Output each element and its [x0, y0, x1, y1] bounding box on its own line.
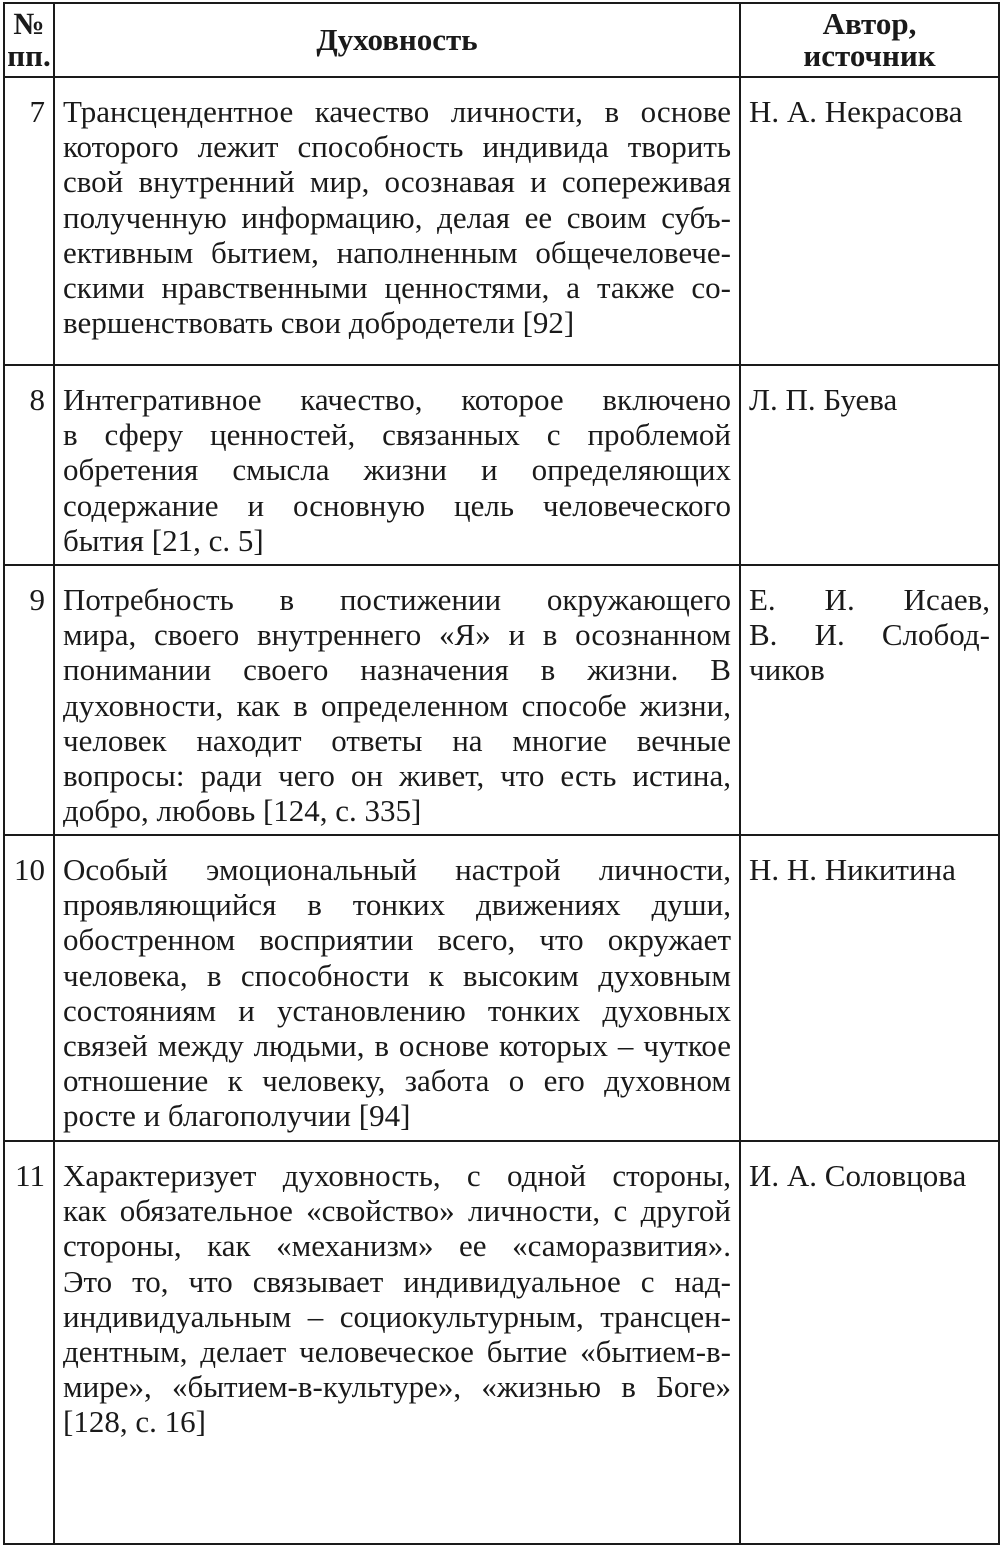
- table-row: [4, 565, 999, 835]
- author-line: Л. П. Буева: [749, 382, 898, 417]
- definition-line: Трансцендентное качество личности, в основе: [63, 94, 731, 129]
- definition-line: Интегративное качество, которое включено: [63, 382, 731, 417]
- author-line: И. А. Соловцова: [749, 1158, 967, 1193]
- definition-line: индивидуальным – социокультурным, трансцен-: [63, 1298, 731, 1334]
- definition-line: добро, любовь [124, с. 335]: [63, 793, 422, 829]
- header-author: [740, 3, 999, 77]
- row-number: 8: [4, 365, 54, 565]
- definition-line: обостренном восприятии всего, что окружает: [63, 922, 731, 958]
- row-definition: [54, 365, 740, 565]
- header-definition: Духовность: [54, 3, 740, 77]
- definition-line: мира, своего внутреннего «Я» и в осознанном: [63, 617, 731, 653]
- row-author: [740, 565, 999, 835]
- row-author: [740, 835, 999, 1141]
- definition-line: Потребность в постижении окружающего: [63, 582, 731, 617]
- definition-line: связей между людьми, в основе которых – чуткое: [63, 1028, 731, 1064]
- definition-line: полученную информацию, делая ее своим субъ-: [63, 199, 731, 235]
- header-number-line1: №: [13, 6, 45, 41]
- definition-line: состояниям и установлению тонких духовных: [63, 992, 731, 1028]
- row-definition: [54, 565, 740, 835]
- definition-line: понимании своего назначения в жизни. В: [63, 652, 731, 688]
- definition-line: вершенствовать свои добродетели [92]: [63, 305, 575, 341]
- row-definition: [54, 77, 740, 365]
- definition-line: мире», «бытием-в-культуре», «жизнью в Боге»: [63, 1369, 731, 1405]
- definition-line: в сферу ценностей, связанных с проблемой: [63, 417, 731, 453]
- definition-line: Это то, что связывает индивидуальное с над-: [63, 1263, 731, 1299]
- definition-line: Характеризует духовность, с одной стороны,: [63, 1158, 731, 1193]
- definition-line: скими нравственными ценностями, а также со-: [63, 270, 731, 306]
- author-line: Н. А. Некрасова: [749, 94, 963, 129]
- definition-line: которого лежит способность индивида творить: [63, 129, 731, 165]
- row-definition: [54, 1141, 740, 1544]
- author-line: чиков: [749, 652, 825, 688]
- row-number: 7: [4, 77, 54, 365]
- definition-line: духовности, как в определенном способе жизни,: [63, 687, 731, 723]
- header-author-line2: источник: [803, 38, 936, 73]
- header-row: [4, 3, 999, 77]
- table-row: [4, 1141, 999, 1544]
- definition-line: содержание и основную цель человеческого: [63, 487, 731, 523]
- author-line: Е. И. Исаев,: [749, 582, 990, 617]
- header-number-line2: пп.: [7, 38, 51, 73]
- table-row: [4, 365, 999, 565]
- definition-line: [128, с. 16]: [63, 1404, 206, 1440]
- header-author-line1: Автор,: [822, 6, 917, 41]
- definition-line: человек находит ответы на многие вечные: [63, 722, 731, 758]
- definition-line: вопросы: ради чего он живет, что есть истина,: [63, 758, 731, 794]
- row-number: 9: [4, 565, 54, 835]
- row-author: [740, 365, 999, 565]
- definition-line: свой внутренний мир, осознавая и сопереживая: [63, 164, 731, 200]
- row-author: [740, 77, 999, 365]
- table-row: [4, 77, 999, 365]
- author-line: Н. Н. Никитина: [749, 852, 956, 887]
- definition-line: человека, в способности к высоким духовным: [63, 957, 731, 993]
- row-definition: [54, 835, 740, 1141]
- definition-line: отношение к человеку, забота о его духовном: [63, 1063, 731, 1099]
- definition-line: ективным бытием, наполненным общечеловече-: [63, 234, 731, 270]
- definitions-table: [3, 2, 1000, 1545]
- table-row: [4, 835, 999, 1141]
- header-number: [4, 3, 54, 77]
- row-number: 11: [4, 1141, 54, 1544]
- definition-line: обретения смысла жизни и определяющих: [63, 452, 731, 488]
- definition-line: бытия [21, с. 5]: [63, 522, 264, 558]
- definition-line: как обязательное «свойство» личности, с другой: [63, 1193, 731, 1229]
- author-line: В. И. Слобод-: [749, 617, 990, 653]
- row-number: 10: [4, 835, 54, 1141]
- definition-line: стороны, как «механизм» ее «саморазвития».: [63, 1228, 731, 1264]
- definition-line: проявляющийся в тонких движениях души,: [63, 887, 731, 923]
- row-author: [740, 1141, 999, 1544]
- definition-line: Особый эмоциональный настрой личности,: [63, 852, 731, 887]
- definition-line: росте и благополучии [94]: [63, 1098, 411, 1134]
- definition-line: дентным, делает человеческое бытие «бытием-в-: [63, 1334, 731, 1370]
